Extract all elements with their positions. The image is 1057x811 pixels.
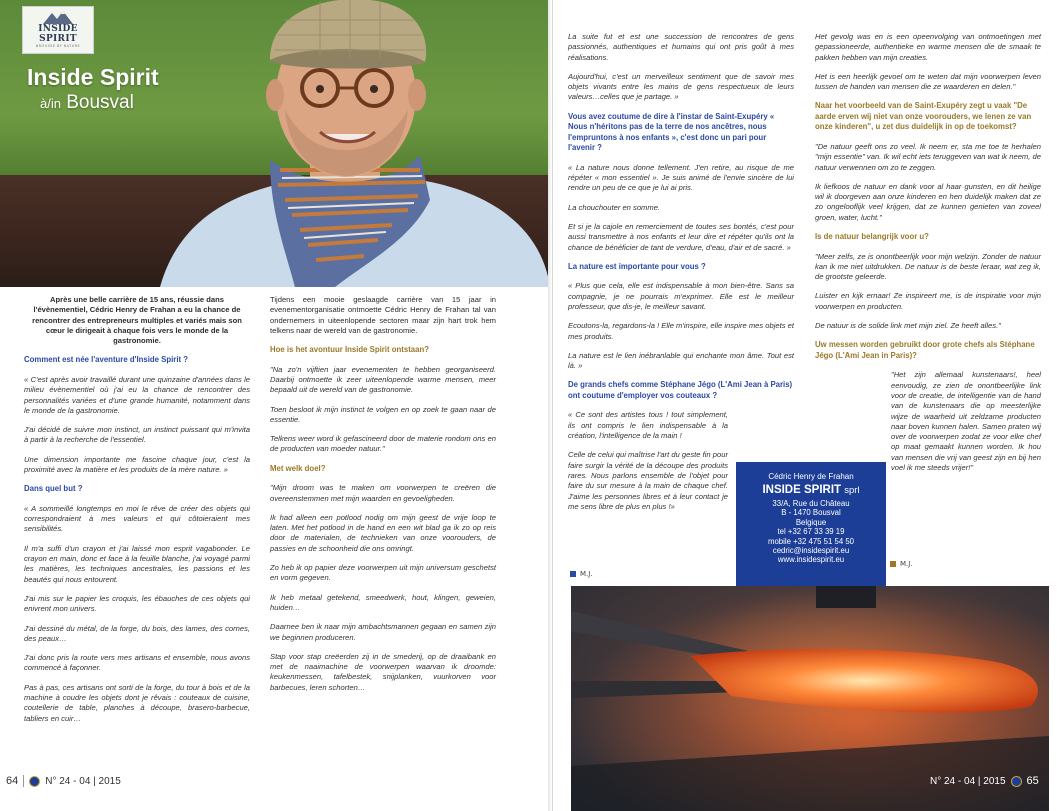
footer-left — [6, 775, 121, 787]
subtitle-prefix: à/in — [40, 96, 61, 111]
answer-fr-2-p1: « A sommeillé longtemps en moi le rêve de créer des objets qui correspondraient à mes valeurs et qui côtoieraient mes sensibilités. — [24, 503, 250, 534]
contact-street: 33/A, Rue du Château — [772, 499, 850, 508]
answer-fr-3-p2: La chouchouter en somme. — [568, 202, 661, 212]
answer-fr-1-p3: Une dimension importante me fascine chaque jour, c'est la proximité avec la matière et les produits de la mère nature. » — [24, 454, 250, 475]
answer-nl-2-p4: Ik heb metaal getekend, smeedwerk, hout, klingen, geweien, huiden… — [270, 592, 496, 612]
answer-nl-2-p6: Stap voor stap creëerden zij in de smederij, op de draaibank en met de naaimachine de voorwerpen waarvan ik droomde: keukenmessen, tafelbestek, snijplanken, vuurkorven voor barbecues, leren schorten… — [270, 651, 496, 692]
contact-company-name: INSIDE SPIRIT — [762, 484, 842, 496]
issue-left: N° 24 - 04 | 2015 — [45, 775, 121, 787]
question-nl-5: Uw messen worden gebruikt door grote chefs als Stéphane Jégo (L'Ami Jean in Paris)? — [815, 340, 1035, 360]
answer-fr-4-p3: La nature est le lien inébranlable qui enchante mon âme. Tout est là. » — [568, 350, 794, 371]
signature-fr-text: M.J. — [580, 570, 593, 578]
answer-nl-4-p1: "Meer zelfs, ze is onontbeerlijk voor mijn welzijn. Zonder de natuur kan ik me niet uitdrukken. De natuur is de beste leraar, wat zeg ik, de grootste geleerde. — [815, 251, 1041, 282]
contact-email: cedric@insidespirit.eu — [772, 546, 850, 556]
brand-logo — [22, 6, 94, 54]
contact-tel: tel +32 67 33 39 19 — [777, 527, 845, 537]
answer-fr-5-p2: Celle de celui qui maîtrise l'art du geste fin pour faire surgir la vérité de la découpe des produits rares. Nous parlons ensemble de l'objet pour faire du sur mesure à la main de chaque chef. J'aime les personnes libres et à leur contact je me sens libre de plus en plus !» — [568, 450, 728, 511]
answer-fr-4-p1: « Plus que cela, elle est indispensable à mon bien-être. Sans sa compagnie, je ne pourrais m'exprimer. Elle est le meilleur professeur, que dis-je, le meilleur savant. — [568, 281, 794, 311]
question-fr-3: Vous avez coutume de dire à l'instar de Saint-Exupéry « Nous n'héritons pas de la terre de nos ancêtres, nous l'empruntons à nos enfants », c'est donc un pari pour l'avenir ? — [568, 111, 775, 153]
question-fr-1: Comment est née l'aventure d'Inside Spirit ? — [24, 355, 189, 365]
signature-nl-marker — [890, 561, 896, 567]
signature-fr-marker — [570, 571, 576, 577]
answer-nl-2-p8: Het is een heerlijk gevoel om te weten dat mijn voorwerpen leven tussen de handen van mensen die ze waarderen en delen." — [815, 71, 1041, 92]
answer-nl-1-p3: Telkens weer word ik gefascineerd door de materie rondom ons en de producten van moeder natuur." — [270, 434, 496, 454]
answer-fr-1-p1: « C'est après avoir travaillé durant une quinzaine d'années dans le milieu évènementiel où j'ai eu la chance de rencontrer des personnalités variées et d'une grande humanité, notamment dans le monde de la gastronomie. — [24, 374, 250, 415]
answer-fr-4-p2: Ecoutons-la, regardons-la ! Elle m'inspire, elle inspire mes objets et mes produits. — [568, 321, 794, 341]
logo-name: INSIDE SPIRIT — [38, 24, 78, 44]
answer-fr-2-p5: J'ai donc pris la route vers mes artisans et ensemble, nous avons commencé à façonner. — [24, 653, 250, 673]
portrait-illustration — [120, 0, 548, 287]
question-nl-3: Naar het voorbeeld van de Saint-Exupéry zegt u vaak "De aarde erven wij niet van onze voorouders, we lenen ze van onze kinderen", u zet dus duidelijk in op de toekomst? — [815, 101, 1032, 132]
contact-web: www.insidespirit.eu — [777, 555, 845, 565]
signature-nl — [890, 560, 913, 568]
answer-fr-2-p2: Il m'a suffi d'un crayon et j'ai laissé mon esprit vagabonder. Le crayon en main, donc et face à la feuille blanche, j'ai voyagé parmi les matières, les techniques ancestrales, les passions et les beautés qui nous entourent. — [24, 543, 250, 584]
article-title: Inside Spirit — [27, 64, 159, 90]
question-fr-5: De grands chefs comme Stéphane Jégo (L'Ami Jean à Paris) ont coutume d'employer vos couteaux ? — [568, 380, 793, 400]
mountain-icon — [43, 10, 73, 24]
contact-company — [736, 484, 886, 496]
question-nl-2: Met welk doel? — [270, 463, 326, 473]
column-french-right — [568, 32, 794, 521]
contact-country: Belgique — [795, 517, 827, 527]
subtitle-place: Bousval — [66, 92, 134, 113]
intro-nl: Tijdens een mooie geslaagde carrière van 15 jaar in evenementorganisatie ontmoette Cédric Henry de Frahan tal van ondernemers in uiteenlopende sectoren maar zijn hart trok hem telkens naar de wereld van de gastronomie. — [270, 295, 496, 335]
column-dutch-right — [815, 32, 1041, 482]
answer-fr-5-p1: « Ce sont des artistes tous ! tout simplement, ils ont compris le lien indispensable à la création, l'intelligence de la main ! — [568, 410, 728, 441]
answer-nl-4-p2: Luister en kijk ernaar! Ze inspireert me, is de inspiratie voor mijn voorwerpen en producten. — [815, 291, 1041, 311]
contact-box — [735, 461, 887, 588]
question-fr-4: La nature est importante pour vous ? — [568, 261, 706, 271]
question-nl-1: Hoe is het avontuur Inside Spirit ontstaan? — [270, 345, 429, 355]
question-nl-4: Is de natuur belangrijk voor u? — [815, 232, 929, 242]
contact-name: Cédric Henry de Frahan — [768, 472, 854, 481]
footer-right — [930, 775, 1039, 787]
question-fr-2: Dans quel but ? — [24, 484, 83, 494]
intro-fr: Après une belle carrière de 15 ans, réussie dans l'évènementiel, Cédric Henry de Frahan a eu la chance de rencontrer des entrepreneurs multiples et variés mais son cœur le dirigeait à chaque fois vers le monde de la gastronomie. — [32, 295, 242, 346]
answer-fr-2-p7: La suite fut et est une succession de rencontres de gens passionnés, authentiques et humains qui ont pris goût à mes réalisations. — [568, 32, 794, 62]
answer-nl-3-p1: "De natuur geeft ons zo veel. Ik neem er, sta me toe te herhalen "mijn essentie" van. Ik wil echt iets teruggeven van wat ik neem, de natuur verwennen om zo te zeggen. — [815, 141, 1041, 172]
answer-fr-5-wrap — [568, 410, 728, 512]
answer-fr-2-p8: Aujourd'hui, c'est un merveilleux sentiment que de savoir mes objets vivants entre les mains de gens respectueux de leurs valeurs…celles que je partage. » — [568, 71, 794, 102]
answer-nl-5-p1: "Het zijn allemaal kunstenaars!, heel eenvoudig, ze zien de onontbeerlijke link voor de creatie, de intelligentie van de hand van de kunstenaars die op meesterlijke wijze de waarheid uit zeldzame producten naar boven kunnen halen. Samen praten wij over de voorwerpen zodat ze voor elke chef op maat gemaakt kunnen worden. Ik hou van mensen die vrij van geest zijn en bij hen voel ik me steeds vrijer!" — [891, 370, 1041, 473]
signature-nl-text: M.J. — [900, 560, 913, 568]
article-subtitle — [40, 92, 134, 114]
answer-fr-3-p1: « La nature nous donne tellement. J'en retire, au risque de me répéter « mon essentiel ». Je suis animé de l'envie sincère de lui rendre un peu de ce que je lui ai pris. — [568, 162, 794, 193]
contact-city: B - 1470 Bousval — [781, 508, 841, 518]
page-number-right: 65 — [1026, 775, 1039, 787]
contact-mobile: mobile +32 475 51 54 50 — [767, 536, 855, 546]
answer-fr-2-p3: J'ai mis sur le papier les croquis, les ébauches de ces objets qui enivrent mon univers. — [24, 593, 250, 614]
answer-fr-1-p2: J'ai décidé de suivre mon instinct, un instinct puissant qui m'invita à partir à la recherche de l'essentiel. — [24, 425, 250, 445]
signature-fr — [570, 570, 593, 578]
answer-nl-1-p1: "Na zo'n vijftien jaar evenementen te hebben georganiseerd. Daarbij ontmoette ik zeer uiteenlopende warme mensen, meer bepaald uit de wereld van de gastronomie. — [270, 364, 496, 395]
answer-nl-2-p7: Het gevolg was en is een opeenvolging van ontmoetingen met gepassioneerde, authentieke en warme mensen die de smaak te pakken hebben van mijn creaties. — [815, 32, 1041, 62]
answer-fr-2-p6: Pas à pas, ces artisans ont sorti de la forge, du tour à bois et de la machine à coudre les objets dont je rêvais : couteaux de cuisine, coutellerie de table, planches à découpe, brasero-barbecue, tabliers en cuir… — [24, 682, 250, 723]
hero-photo — [0, 0, 548, 287]
answer-nl-3-p2: Ik liefkoos de natuur en dank voor al haar gunsten, en dit heilige wil ik doorgeven aan onze kinderen en hen duidelijk maken dat ze zo ongelooflijk veel krijgen, dat ze kunnen genieten van zoveel groen, water, lucht." — [815, 181, 1041, 222]
answer-nl-2-p2: Ik had alleen een potlood nodig om mijn geest de vrije loop te laten. Met het potlood in de hand en een wit blad ga ik zo op reis door de materialen, de technieken van onze voorouders, de passies en de schoonheid die ons omringt. — [270, 512, 496, 553]
answer-nl-1-p2: Toen besloot ik mijn instinct te volgen en op zoek te gaan naar de essentie. — [270, 404, 496, 424]
answer-nl-2-p3: Zo heb ik op papier deze voorwerpen uit mijn universum geschetst en vorm gegeven. — [270, 563, 496, 583]
answer-nl-4-p3: De natuur is de solide link met mijn ziel. Ze heeft alles." — [815, 321, 1001, 331]
issue-right: N° 24 - 04 | 2015 — [930, 775, 1006, 787]
magazine-badge-icon — [29, 776, 40, 787]
magazine-badge-icon — [1011, 776, 1022, 787]
page-number-left: 64 — [6, 775, 19, 787]
logo-subtitle: BROUSSE BY NATURE — [35, 44, 81, 48]
column-french-left — [24, 295, 250, 733]
answer-nl-2-p1: "Mijn droom was te maken om voorwerpen te creëren die overeenstemmen met mijn waarden en gevoeligheden. — [270, 483, 496, 503]
answer-fr-2-p4: J'ai dessiné du métal, de la forge, du bois, des lames, des cornes, des peaux… — [24, 623, 250, 643]
answer-fr-3-p3: Et si je la cajole en remerciement de toutes ses bontés, c'est pour aussi transmettre à nos enfants et leur dire et répéter qu'ils ont la chance de bénéficier de tant de verdure, d'eau, d'air et de sacré. » — [568, 221, 794, 252]
answer-nl-2-p5: Daarnee ben ik naar mijn ambachtsmannen gegaan en samen zijn we beginnen produceren. — [270, 622, 496, 642]
contact-company-suffix: sprl — [844, 485, 860, 496]
footer-left-separator — [23, 775, 24, 787]
column-dutch-left — [270, 295, 496, 702]
